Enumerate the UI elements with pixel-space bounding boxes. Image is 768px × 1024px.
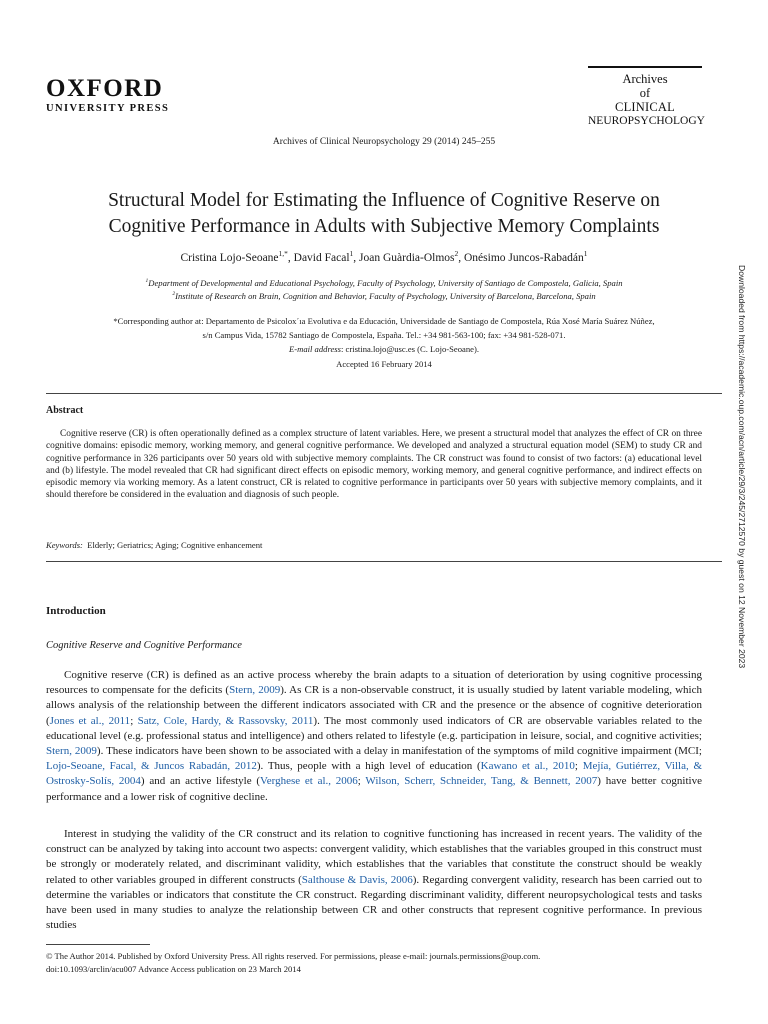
author-affil-mark: 1 [349,249,354,259]
affiliation [0,291,768,301]
corresponding-author [0,314,768,356]
author-name: David Facal [293,252,350,264]
author-name: Cristina Lojo-Seoane [180,252,279,264]
body-paragraph-1 [46,668,702,805]
section-heading: Introduction [46,605,106,617]
author-list: Cristina Lojo-Seoane$^{1,*}$, David Facal$^1$, Joan Guàrdia-Olmos$^2$, Onésimo Juncos-Rabadán$^1$ [180,249,588,264]
author-name: Joan Guàrdia-Olmos [359,252,455,264]
subsection-heading: Cognitive Reserve and Cognitive Performance [46,640,242,651]
abstract-bottom-rule [46,561,722,562]
journal-logo [588,66,705,128]
abstract-top-rule [46,393,722,394]
body-paragraph-2 [46,827,702,933]
corresponding-line2: s/n Campus Vida, 15782 Santiago de Compostela, España. Tel.: +34 981-563-100; fax: +34 981-528-071. [202,330,566,340]
citation-link[interactable]: Satz, Cole, Hardy, & Rassovsky, 2011 [137,714,314,727]
citation-link[interactable]: Stern, 2009 [46,745,97,758]
abstract-heading: Abstract [46,405,84,416]
journal-citation: Archives of Clinical Neuropsychology 29 (2014) 245–255 [272,137,496,147]
body-text-run: ). The most commonly used indicators of CR are observable variables related to the educational level (e.g. professional status and intelligence) and others related to lifestyle (e.g. participation in leisure, social, and cognitive activities; [46,714,702,742]
corresponding-line1: *Corresponding author at: Departamento de Psicolox´ıa Evolutiva e da Educación, Universidade de Santiago de Compostela, Rúa Xosé María Suárez Núñez, [113,316,655,326]
body-text-run: ). Thus, people with a high level of education ( [256,760,481,773]
body-text-run: ) and an active lifestyle ( [140,775,261,788]
footer [46,950,540,976]
publisher-logo [46,76,169,115]
body-text-run: ). Regarding convergent validity, research has been carried out to determine the variables or indicators that constitute the CR construct. Regarding discriminant validity, different neuropsychological tests and tasks have been used in many studies to analyze the relationship between CR and other constructs that represent cognitive performance. In previous studies [46,873,702,932]
copyright-line: © The Author 2014. Published by Oxford University Press. All rights reserved. For permissions, please e-mail: journals.permissions@oup.com. [46,951,541,961]
author-name: Onésimo Juncos-Rabadán [464,252,584,264]
body-text-run: Interest in studying the validity of the CR construct and its relation to cognitive functioning has increased in recent years. The validity of the construct can be analyzed by taking into account two aspects: convergent validity, which establishes that the variables grouped in this construct must be strongly or moderately related, and discriminant validity, which establishes that the variables that constitute the construct should be weakly related to other variables grouped in different constructs ( [46,828,702,886]
author-affil-mark: 1,* [278,249,288,259]
download-watermark: Downloaded from https://academic.oup.com/acn/article/29/3/245/2712570 by guest on 12 November 2023 [737,265,747,669]
citation-link[interactable]: Lojo-Seoane, Facal, & Juncos Rabadán, 2012 [46,760,257,773]
accepted-date: Accepted 16 February 2014 [336,359,432,369]
journal-logo-line1: Archives [622,72,668,86]
journal-logo-line4: NEUROPSYCHOLOGY [588,115,705,127]
author-affil-mark: 1 [583,249,588,259]
journal-logo-line2: of [639,86,651,100]
affiliation-mark: 1 [145,278,149,285]
abstract-text: Cognitive reserve (CR) is often operationally defined as a complex structure of latent variables. Here, we present a structural model that analyzes the effect of CR on three cognitive domains: episodic memory, working memory, and general cognitive performance. We developed and analyzed a structural equation model (SEM) to study CR and cognitive performance in 326 participants over 50 years old with subjective memory complaints. The CR construct was found to consist of two factors: (a) educational level and (b) lifestyle. The model revealed that CR had significant direct effects on episodic memory, working memory, and general cognitive performance, and indirect effects on episodic memory via working memory. As a latent construct, CR is related to cognitive performance in participants over 50 years with subjective memory complaints, and it should therefore be considered in the evaluation and diagnosis of such people. [46,429,702,501]
body-text-run: ) have better cognitive performance and a lower risk of cognitive decline. [46,775,702,803]
keywords-label: Keywords: [46,540,83,550]
author-affil-mark: 2 [454,249,459,259]
corresponding-email [0,342,768,356]
keywords-list: Elderly; Geriatrics; Aging; Cognitive enhancement [87,540,263,550]
body-text-run: ; [574,760,583,773]
body-text-run: ; [357,775,366,788]
citation-link[interactable]: Salthouse & Davis, 2006 [301,873,413,886]
citation-link[interactable]: Jones et al., 2011 [49,714,131,727]
footnote-rule [46,944,150,945]
affiliation [0,278,768,288]
citation-link[interactable]: Kawano et al., 2010 [480,760,575,773]
publisher-name: OXFORD [46,75,164,102]
body-text-run: Cognitive reserve (CR) is defined as an active process whereby the brain adapts to a situation of deterioration by using cognitive processing resources to compensate for the deficits ( [46,669,702,697]
paper-title [30,188,738,240]
affiliation-text: Institute of Research on Brain, Cognition and Behavior, Faculty of Psychology, University of Barcelona, Barcelona, Spain [175,291,596,301]
body-text-run: ). As CR is a non-observable construct, it is usually studied by latent variable modeling, which allows analysis of the relationship between the different indicators associated with CR and the presence or the absence of cognitive deterioration ( [46,684,702,727]
publisher-sub: UNIVERSITY PRESS [46,103,170,114]
email-value: : cristina.lojo@usc.es (C. Lojo-Seoane). [340,344,479,354]
affiliation-mark: 2 [172,291,176,298]
body-text-run: ). These indicators have been shown to be associated with a delay in manifestation of the symptoms of mild cognitive impairment (MCI; [96,745,702,758]
email-label: E-mail address [289,344,341,354]
citation-link[interactable]: Wilson, Scherr, Schneider, Tang, & Bennett, 2007 [365,775,598,788]
keywords [46,540,262,550]
citation-link[interactable]: Stern, 2009 [229,684,281,697]
affiliation-text: Department of Developmental and Educational Psychology, Faculty of Psychology, University of Santiago de Compostela, Galicia, Spain [148,278,623,288]
body-text-run: ; [130,714,138,727]
citation-link[interactable]: Mejía, Gutiérrez, Villa, & Ostrosky-Solís, 2004 [46,760,702,788]
paper-title-line1: Structural Model for Estimating the Influence of Cognitive Reserve on [108,190,660,211]
journal-logo-line3: CLINICAL [615,100,675,114]
citation-link[interactable]: Verghese et al., 2006 [260,775,358,788]
paper-title-line2: Cognitive Performance in Adults with Subjective Memory Complaints [108,216,660,237]
doi-line: doi:10.1093/arclin/acu007 Advance Access publication on 23 March 2014 [46,964,301,974]
